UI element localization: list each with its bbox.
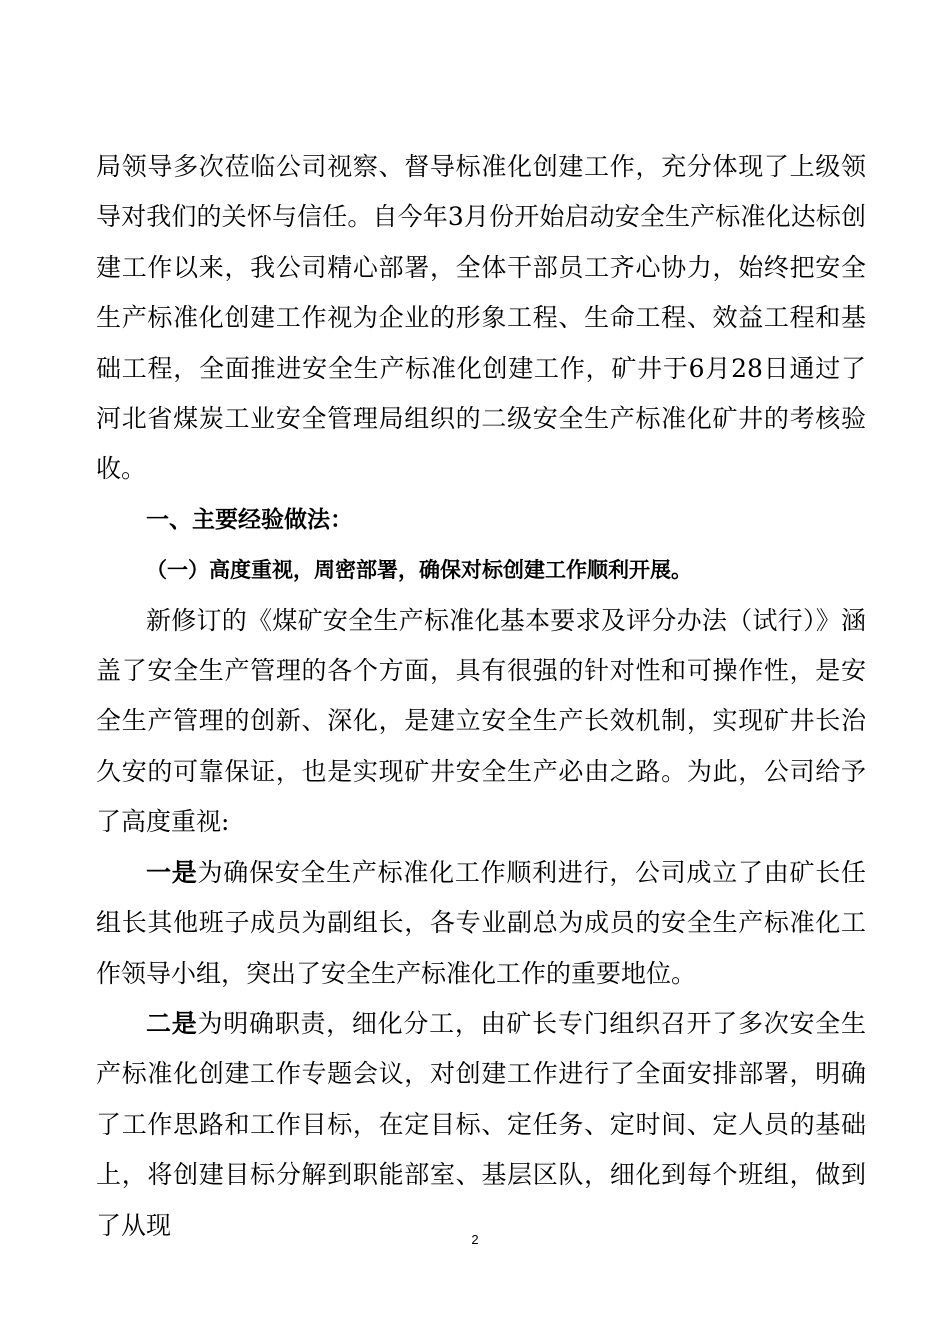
paragraph-item-1	[96, 848, 866, 999]
subsection-heading: （一）高度重视，周密部署，确保对标创建工作顺利开展。	[146, 558, 692, 583]
item-1-lead: 一是	[146, 857, 198, 887]
item-1-text: 为确保安全生产标准化工作顺利进行，公司成立了由矿长任组长其他班子成员为副组长，各专业副总为成员的安全生产标准化工作领导小组，突出了安全生产标准化工作的重要地位。	[96, 857, 866, 988]
paragraph-item-2	[96, 999, 866, 1251]
document-body	[96, 142, 866, 1251]
intro-paragraph: 局领导多次莅临公司视察、督导标准化创建工作，充分体现了上级领导对我们的关怀与信任。自今年3月份开始启动安全生产标准化达标创建工作以来，我公司精心部署，全体干部员工齐心协力，始终把安全生产标准化创建工作视为企业的形象工程、生命工程、效益工程和基础工程，全面推进安全生产标准化创建工作，矿井于6月28日通过了河北省煤炭工业安全管理局组织的二级安全生产标准化矿井的考核验收。	[96, 152, 866, 484]
page-number: 2	[471, 1232, 479, 1247]
item-2-text: 为明确职责，细化分工，由矿长专门组织召开了多次安全生产标准化创建工作专题会议，对创建工作进行了全面安排部署，明确了工作思路和工作目标，在定目标、定任务、定时间、定人员的基础上，将创建目标分解到职能部室、基层区队，细化到每个班组，做到了从现	[96, 1008, 866, 1240]
item-2-lead: 二是	[146, 1008, 198, 1038]
paragraph-standard-overview: 新修订的《煤矿安全生产标准化基本要求及评分办法（试行）》涵盖了安全生产管理的各个方面，具有很强的针对性和可操作性，是安全生产管理的创新、深化，是建立安全生产长效机制，实现矿井长治久安的可靠保证，也是实现矿井安全生产必由之路。为此，公司给予了高度重视:	[96, 605, 866, 837]
section-heading: 一、主要经验做法：	[146, 506, 353, 533]
